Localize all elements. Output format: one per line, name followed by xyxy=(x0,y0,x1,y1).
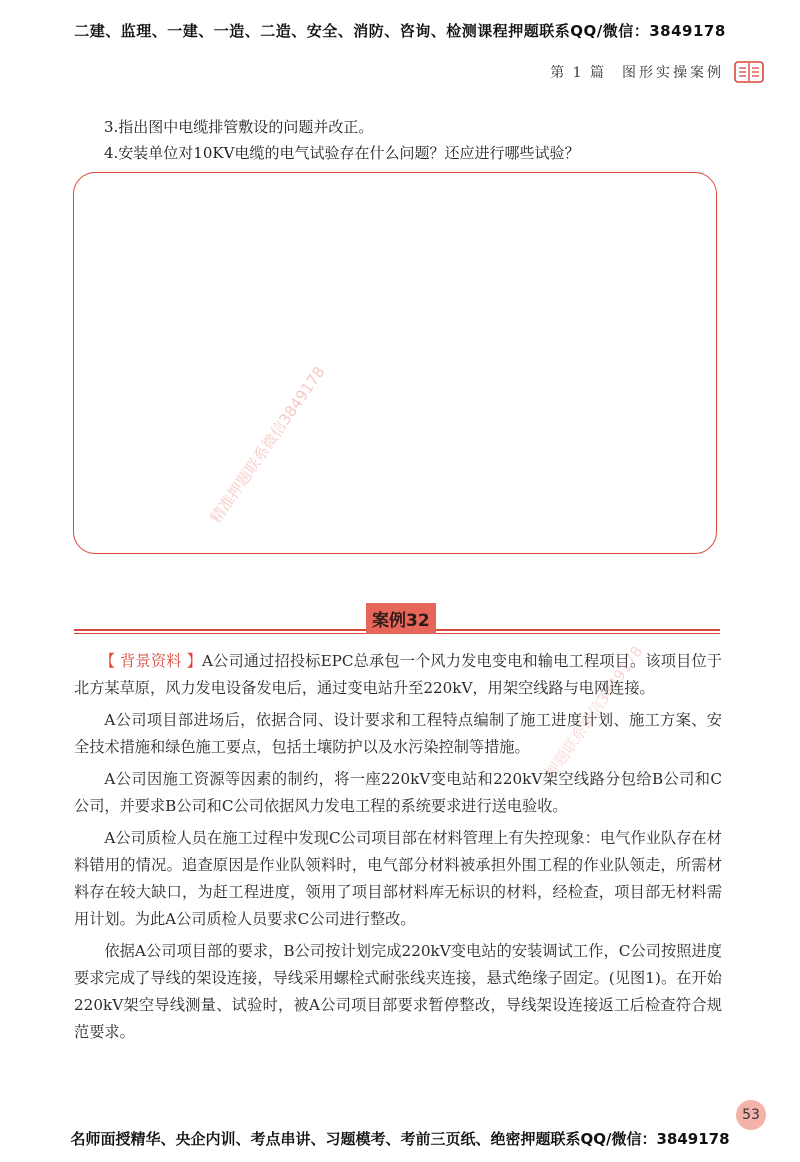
question-4: 4.安装单位对10KV电缆的电气试验存在什么问题？还应进行哪些试验？ xyxy=(104,144,580,162)
top-banner: 二建、监理、一建、一造、二造、安全、消防、咨询、检测课程押题联系QQ/微信：3849178 xyxy=(74,22,726,40)
paragraph: A公司因施工资源等因素的制约，将一座220kV变电站和220kV架空线路分包给B公司和C公司，并要求B公司和C公司依据风力发电工程的系统要求进行送电验收。 xyxy=(74,770,722,815)
case-heading xyxy=(74,602,720,636)
paragraph xyxy=(74,648,722,702)
watermark: 精准押题联系微信3849178 xyxy=(206,363,329,527)
question-3: 3.指出图中电缆排管敷设的问题并改正。 xyxy=(104,118,374,136)
paragraph: A公司质检人员在施工过程中发现C公司项目部在材料管理上有失控现象：电气作业队存在材料错用的情况。追查原因是作业队领料时，电气部分材料被承担外围工程的作业队领走，所需材料存在较大缺口，为赶工程进度，领用了项目部材料库无标识的材料，经检查，项目部无材料需用计划。为此A公司质检人员要求C公司进行整改。 xyxy=(74,829,722,928)
watermark: 押题联系微信3849178 xyxy=(541,642,647,782)
case-title: 案例32 xyxy=(366,603,436,634)
background-tag: 【 背景资料 】 xyxy=(99,652,202,670)
chapter-label: 图形实操案例 xyxy=(622,65,724,81)
case-body xyxy=(74,648,722,1051)
page-number: 53 xyxy=(736,1100,766,1130)
paragraph-text: A公司通过招投标EPC总承包一个风力发电变电和输电工程项目。该项目位于北方某草原，风力发电设备发电后，通过变电站升至220kV，用架空线路与电网连接。 xyxy=(74,652,722,697)
paragraph: 依据A公司项目部的要求，B公司按计划完成220kV变电站的安装调试工作，C公司按照进度要求完成了导线的架设连接，导线采用螺栓式耐张线夹连接，悬式绝缘子固定。(见图1)。在开始220kV架空导线测量、试验时，被A公司项目部要求暂停整改，导线架设连接返工后检查符合规范要求。 xyxy=(74,942,722,1041)
part-label: 第 1 篇 xyxy=(550,65,606,81)
answer-box[interactable] xyxy=(73,172,717,554)
running-head xyxy=(550,58,764,86)
book-icon xyxy=(734,61,764,83)
bottom-banner: 名师面授精华、央企内训、考点串讲、习题模考、考前三页纸、绝密押题联系QQ/微信：3849178 xyxy=(70,1130,730,1148)
paragraph: A公司项目部进场后，依据合同、设计要求和工程特点编制了施工进度计划、施工方案、安全技术措施和绿色施工要点，包括土壤防护以及水污染控制等措施。 xyxy=(74,711,722,756)
